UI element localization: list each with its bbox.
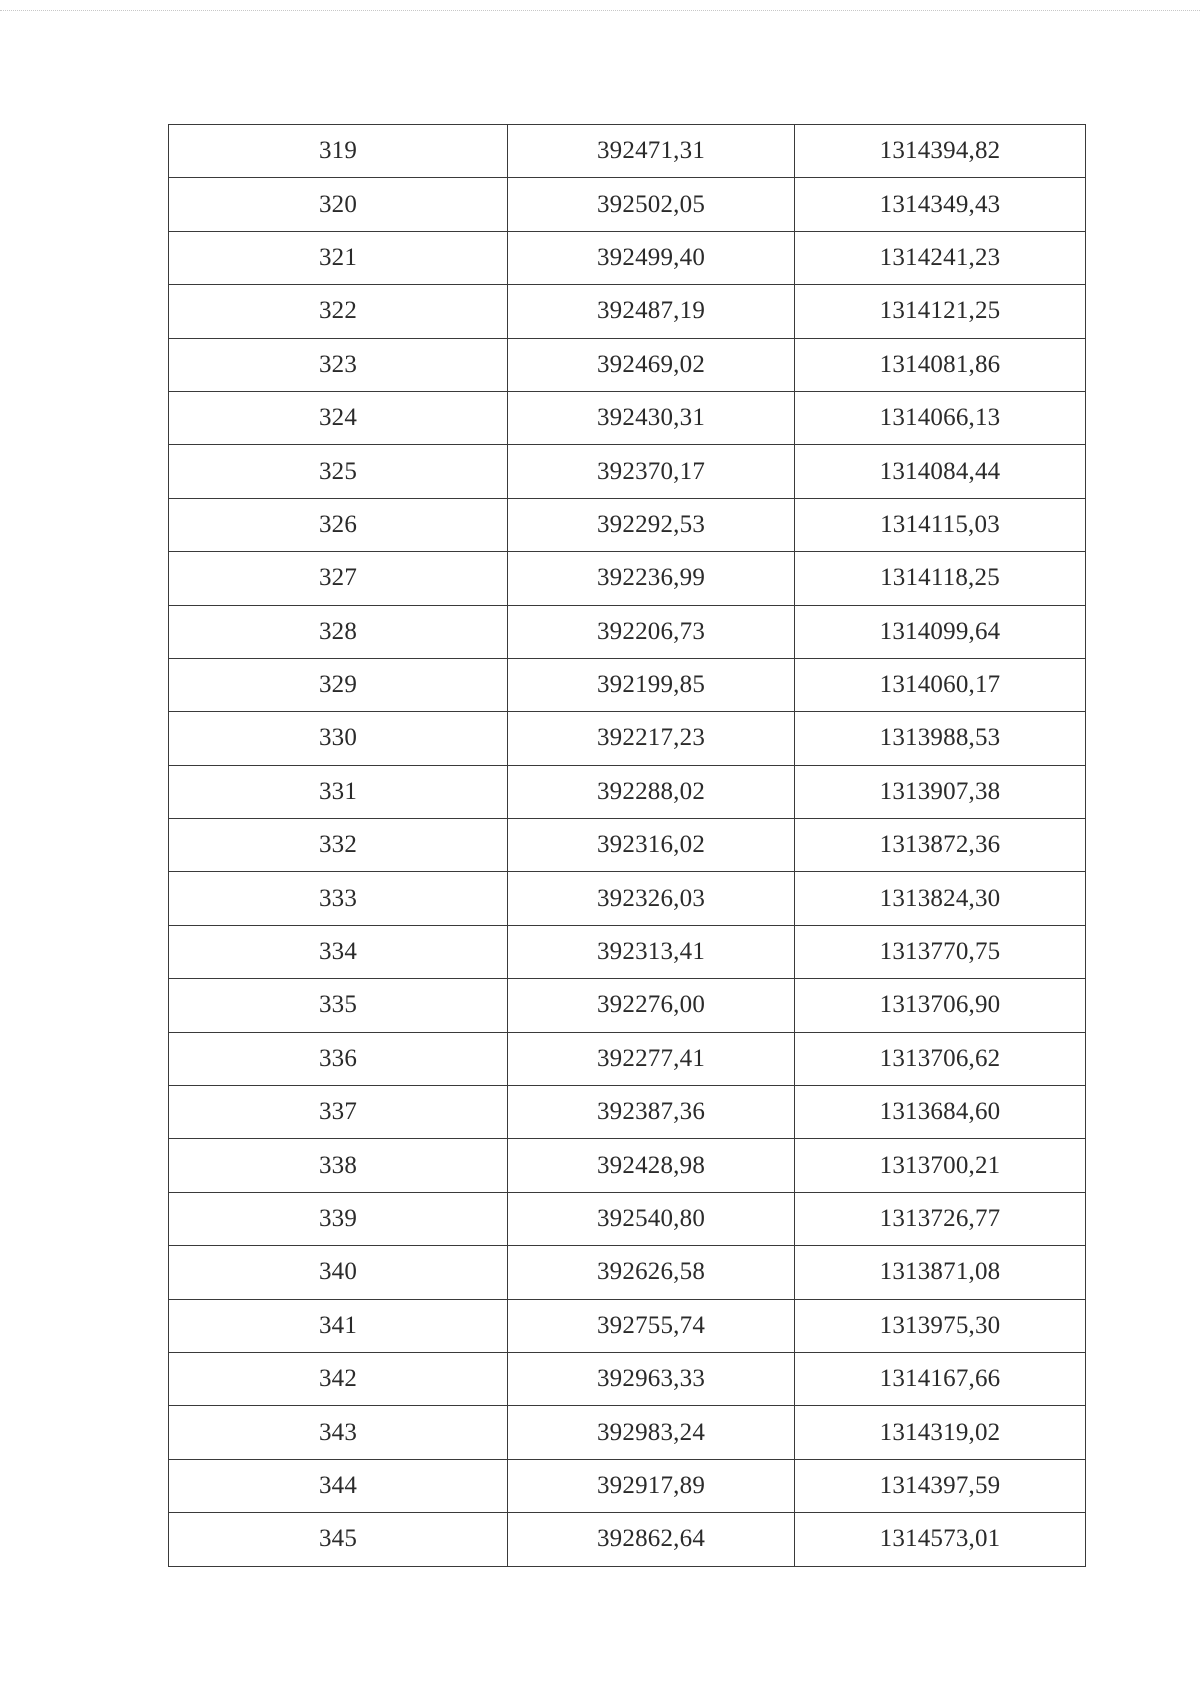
x-coordinate-cell: 392626,58 xyxy=(508,1246,795,1299)
y-coordinate-cell: 1313907,38 xyxy=(795,765,1086,818)
table-row xyxy=(169,765,1086,818)
y-coordinate-cell: 1314573,01 xyxy=(795,1513,1086,1566)
table-row xyxy=(169,1192,1086,1245)
x-coordinate-cell: 392292,53 xyxy=(508,498,795,551)
x-coordinate-cell: 392963,33 xyxy=(508,1352,795,1405)
table-row xyxy=(169,1459,1086,1512)
table-row xyxy=(169,552,1086,605)
y-coordinate-cell: 1313706,62 xyxy=(795,1032,1086,1085)
y-coordinate-cell: 1313700,21 xyxy=(795,1139,1086,1192)
coordinates-table-body xyxy=(169,125,1086,1567)
y-coordinate-cell: 1313726,77 xyxy=(795,1192,1086,1245)
point-number-cell: 327 xyxy=(169,552,508,605)
table-row xyxy=(169,712,1086,765)
point-number-cell: 334 xyxy=(169,925,508,978)
y-coordinate-cell: 1314115,03 xyxy=(795,498,1086,551)
point-number-cell: 326 xyxy=(169,498,508,551)
scan-edge-line xyxy=(0,10,1200,11)
point-number-cell: 342 xyxy=(169,1352,508,1405)
point-number-cell: 325 xyxy=(169,445,508,498)
point-number-cell: 335 xyxy=(169,979,508,1032)
x-coordinate-cell: 392471,31 xyxy=(508,125,795,178)
point-number-cell: 344 xyxy=(169,1459,508,1512)
point-number-cell: 331 xyxy=(169,765,508,818)
point-number-cell: 330 xyxy=(169,712,508,765)
point-number-cell: 319 xyxy=(169,125,508,178)
x-coordinate-cell: 392499,40 xyxy=(508,231,795,284)
point-number-cell: 341 xyxy=(169,1299,508,1352)
point-number-cell: 340 xyxy=(169,1246,508,1299)
table-row xyxy=(169,125,1086,178)
table-row xyxy=(169,338,1086,391)
y-coordinate-cell: 1313706,90 xyxy=(795,979,1086,1032)
point-number-cell: 345 xyxy=(169,1513,508,1566)
y-coordinate-cell: 1313770,75 xyxy=(795,925,1086,978)
table-row xyxy=(169,1513,1086,1566)
x-coordinate-cell: 392288,02 xyxy=(508,765,795,818)
x-coordinate-cell: 392983,24 xyxy=(508,1406,795,1459)
y-coordinate-cell: 1313988,53 xyxy=(795,712,1086,765)
point-number-cell: 332 xyxy=(169,819,508,872)
y-coordinate-cell: 1314167,66 xyxy=(795,1352,1086,1405)
point-number-cell: 322 xyxy=(169,285,508,338)
table-row xyxy=(169,872,1086,925)
y-coordinate-cell: 1314081,86 xyxy=(795,338,1086,391)
point-number-cell: 323 xyxy=(169,338,508,391)
table-row xyxy=(169,925,1086,978)
x-coordinate-cell: 392199,85 xyxy=(508,658,795,711)
x-coordinate-cell: 392276,00 xyxy=(508,979,795,1032)
y-coordinate-cell: 1314084,44 xyxy=(795,445,1086,498)
x-coordinate-cell: 392236,99 xyxy=(508,552,795,605)
y-coordinate-cell: 1314060,17 xyxy=(795,658,1086,711)
table-row xyxy=(169,605,1086,658)
point-number-cell: 336 xyxy=(169,1032,508,1085)
y-coordinate-cell: 1313975,30 xyxy=(795,1299,1086,1352)
x-coordinate-cell: 392316,02 xyxy=(508,819,795,872)
point-number-cell: 324 xyxy=(169,391,508,444)
x-coordinate-cell: 392370,17 xyxy=(508,445,795,498)
table-row xyxy=(169,391,1086,444)
table-row xyxy=(169,285,1086,338)
x-coordinate-cell: 392277,41 xyxy=(508,1032,795,1085)
table-row xyxy=(169,178,1086,231)
y-coordinate-cell: 1314099,64 xyxy=(795,605,1086,658)
table-row xyxy=(169,819,1086,872)
y-coordinate-cell: 1314349,43 xyxy=(795,178,1086,231)
x-coordinate-cell: 392502,05 xyxy=(508,178,795,231)
x-coordinate-cell: 392430,31 xyxy=(508,391,795,444)
point-number-cell: 329 xyxy=(169,658,508,711)
x-coordinate-cell: 392326,03 xyxy=(508,872,795,925)
point-number-cell: 339 xyxy=(169,1192,508,1245)
table-row xyxy=(169,1352,1086,1405)
table-row xyxy=(169,498,1086,551)
table-row xyxy=(169,1246,1086,1299)
y-coordinate-cell: 1313684,60 xyxy=(795,1086,1086,1139)
coordinates-table xyxy=(168,124,1086,1567)
y-coordinate-cell: 1313824,30 xyxy=(795,872,1086,925)
table-row xyxy=(169,445,1086,498)
x-coordinate-cell: 392313,41 xyxy=(508,925,795,978)
table-row xyxy=(169,1086,1086,1139)
point-number-cell: 343 xyxy=(169,1406,508,1459)
x-coordinate-cell: 392469,02 xyxy=(508,338,795,391)
x-coordinate-cell: 392217,23 xyxy=(508,712,795,765)
table-row xyxy=(169,1299,1086,1352)
y-coordinate-cell: 1314118,25 xyxy=(795,552,1086,605)
point-number-cell: 338 xyxy=(169,1139,508,1192)
y-coordinate-cell: 1314066,13 xyxy=(795,391,1086,444)
x-coordinate-cell: 392206,73 xyxy=(508,605,795,658)
y-coordinate-cell: 1314394,82 xyxy=(795,125,1086,178)
x-coordinate-cell: 392487,19 xyxy=(508,285,795,338)
table-row xyxy=(169,979,1086,1032)
y-coordinate-cell: 1313871,08 xyxy=(795,1246,1086,1299)
x-coordinate-cell: 392540,80 xyxy=(508,1192,795,1245)
table-row xyxy=(169,658,1086,711)
y-coordinate-cell: 1314319,02 xyxy=(795,1406,1086,1459)
table-row xyxy=(169,1032,1086,1085)
x-coordinate-cell: 392387,36 xyxy=(508,1086,795,1139)
point-number-cell: 320 xyxy=(169,178,508,231)
point-number-cell: 333 xyxy=(169,872,508,925)
table-row xyxy=(169,1406,1086,1459)
y-coordinate-cell: 1314397,59 xyxy=(795,1459,1086,1512)
point-number-cell: 337 xyxy=(169,1086,508,1139)
point-number-cell: 321 xyxy=(169,231,508,284)
y-coordinate-cell: 1313872,36 xyxy=(795,819,1086,872)
y-coordinate-cell: 1314241,23 xyxy=(795,231,1086,284)
x-coordinate-cell: 392917,89 xyxy=(508,1459,795,1512)
x-coordinate-cell: 392862,64 xyxy=(508,1513,795,1566)
table-row xyxy=(169,1139,1086,1192)
table-row xyxy=(169,231,1086,284)
x-coordinate-cell: 392428,98 xyxy=(508,1139,795,1192)
point-number-cell: 328 xyxy=(169,605,508,658)
y-coordinate-cell: 1314121,25 xyxy=(795,285,1086,338)
x-coordinate-cell: 392755,74 xyxy=(508,1299,795,1352)
